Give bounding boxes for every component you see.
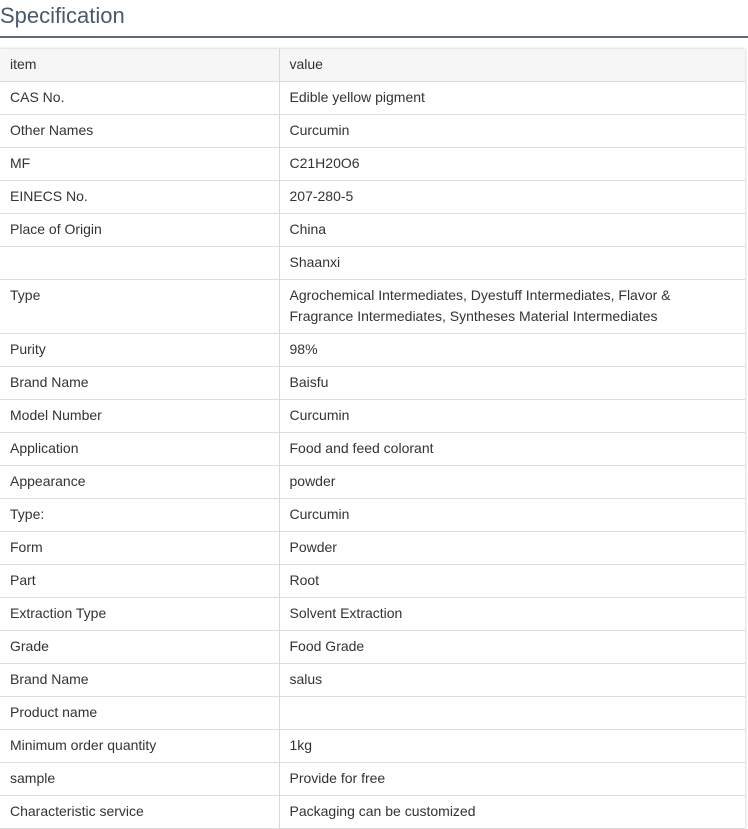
row-value-cell: Food Grade [279, 631, 745, 664]
row-item-cell: Application [0, 433, 279, 466]
row-item-cell: Characteristic service [0, 796, 279, 829]
row-item-cell: Extraction Type [0, 598, 279, 631]
row-value-cell: Root [279, 565, 745, 598]
row-item-cell: Type [0, 280, 279, 334]
row-item-cell: Grade [0, 631, 279, 664]
row-item-cell: Brand Name [0, 664, 279, 697]
table-row [0, 433, 745, 466]
table-row [0, 82, 745, 115]
table-row [0, 400, 745, 433]
page-header [0, 0, 748, 38]
table-row [0, 730, 745, 763]
table-row [0, 532, 745, 565]
row-value-cell: Provide for free [279, 763, 745, 796]
table-row [0, 499, 745, 532]
row-value-cell: Food and feed colorant [279, 433, 745, 466]
row-value-cell: Curcumin [279, 499, 745, 532]
row-value-cell: 207-280-5 [279, 181, 745, 214]
specification-table-container [0, 49, 745, 829]
row-value-cell: Solvent Extraction [279, 598, 745, 631]
table-row [0, 247, 745, 280]
table-row [0, 697, 745, 730]
table-row [0, 466, 745, 499]
row-value-cell: 98% [279, 334, 745, 367]
row-value-cell: Powder [279, 532, 745, 565]
table-row [0, 598, 745, 631]
row-item-cell: Purity [0, 334, 279, 367]
table-row [0, 631, 745, 664]
row-value-cell: powder [279, 466, 745, 499]
header-value: value [279, 49, 745, 82]
row-item-cell: Part [0, 565, 279, 598]
table-row [0, 115, 745, 148]
row-item-cell: Brand Name [0, 367, 279, 400]
row-value-cell: Curcumin [279, 400, 745, 433]
row-value-cell: salus [279, 664, 745, 697]
header-item: item [0, 49, 279, 82]
row-item-cell: Product name [0, 697, 279, 730]
table-row [0, 181, 745, 214]
row-item-cell: Form [0, 532, 279, 565]
row-value-cell: Curcumin [279, 115, 745, 148]
page-title: Specification [0, 3, 125, 28]
table-row [0, 796, 745, 829]
row-value-cell [279, 697, 745, 730]
row-item-cell: MF [0, 148, 279, 181]
table-row [0, 280, 745, 334]
row-item-cell: Place of Origin [0, 214, 279, 247]
row-value-cell: Shaanxi [279, 247, 745, 280]
row-item-cell: sample [0, 763, 279, 796]
table-row [0, 367, 745, 400]
row-item-cell: Appearance [0, 466, 279, 499]
table-row [0, 148, 745, 181]
row-value-cell: C21H20O6 [279, 148, 745, 181]
specification-table [0, 49, 745, 829]
row-value-cell: Edible yellow pigment [279, 82, 745, 115]
row-value-cell: Agrochemical Intermediates, Dyestuff Intermediates, Flavor & Fragrance Intermediates, Syntheses Material Intermediates [279, 280, 745, 334]
row-value-cell: 1kg [279, 730, 745, 763]
row-item-cell: EINECS No. [0, 181, 279, 214]
row-item-cell: CAS No. [0, 82, 279, 115]
row-value-cell: Packaging can be customized [279, 796, 745, 829]
row-value-cell: China [279, 214, 745, 247]
row-item-cell: Type: [0, 499, 279, 532]
table-row [0, 664, 745, 697]
row-item-cell: Other Names [0, 115, 279, 148]
row-item-cell [0, 247, 279, 280]
table-header-row [0, 49, 745, 82]
table-row [0, 334, 745, 367]
table-row [0, 763, 745, 796]
row-value-cell: Baisfu [279, 367, 745, 400]
row-item-cell: Minimum order quantity [0, 730, 279, 763]
table-row [0, 565, 745, 598]
table-row [0, 214, 745, 247]
row-item-cell: Model Number [0, 400, 279, 433]
